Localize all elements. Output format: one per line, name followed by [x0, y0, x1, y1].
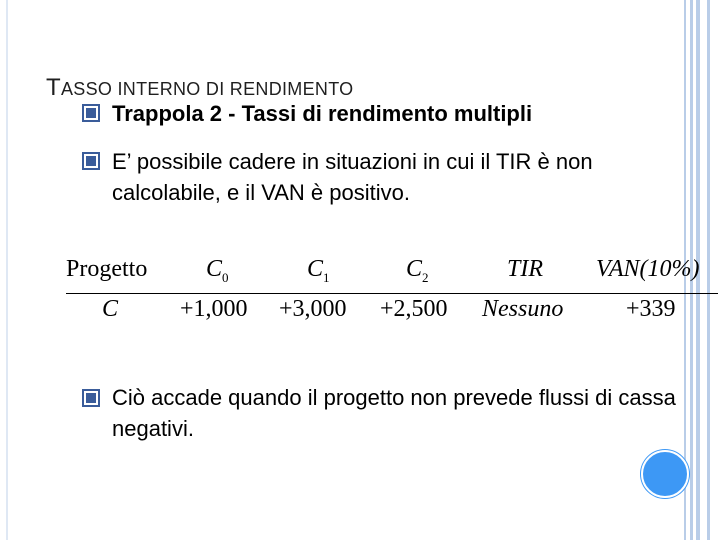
- header-tir: TIR: [507, 256, 543, 282]
- frame-decoration-left: [0, 0, 20, 540]
- checkbox-square-icon: [82, 152, 100, 170]
- cell-van: +339: [626, 296, 676, 322]
- header-c1: $C_1$: [307, 256, 330, 285]
- cash-flow-table: [66, 252, 716, 327]
- cell-project: C: [102, 296, 119, 322]
- decorative-circle: [641, 450, 689, 498]
- cell-c2: +2,500: [380, 296, 448, 322]
- header-progetto: Progetto: [66, 256, 148, 282]
- cell-c0: +1,000: [180, 296, 248, 322]
- header-van: VAN(10%): [596, 256, 700, 282]
- title-rest: ASSO INTERNO DI RENDIMENTO: [60, 79, 354, 99]
- checkbox-square-icon: [82, 389, 100, 407]
- title-first-letter: T: [46, 74, 61, 101]
- bullet-text: Ciò accade quando il progetto non prevede flussi di cassa negativi.: [112, 385, 676, 441]
- bullet-heading: Trappola 2 - Tassi di rendimento multipli: [112, 101, 533, 126]
- cell-c1: +3,000: [279, 296, 347, 322]
- cell-tir: Nessuno: [482, 296, 564, 322]
- bullet-text: E’ possibile cadere in situazioni in cui il TIR è non calcolabile, e il VAN è positivo.: [112, 149, 593, 205]
- checkbox-square-icon: [82, 104, 100, 122]
- header-c0: $C_0$: [206, 256, 229, 285]
- table-rule: [66, 293, 718, 294]
- header-c2: $C_2$: [406, 256, 429, 285]
